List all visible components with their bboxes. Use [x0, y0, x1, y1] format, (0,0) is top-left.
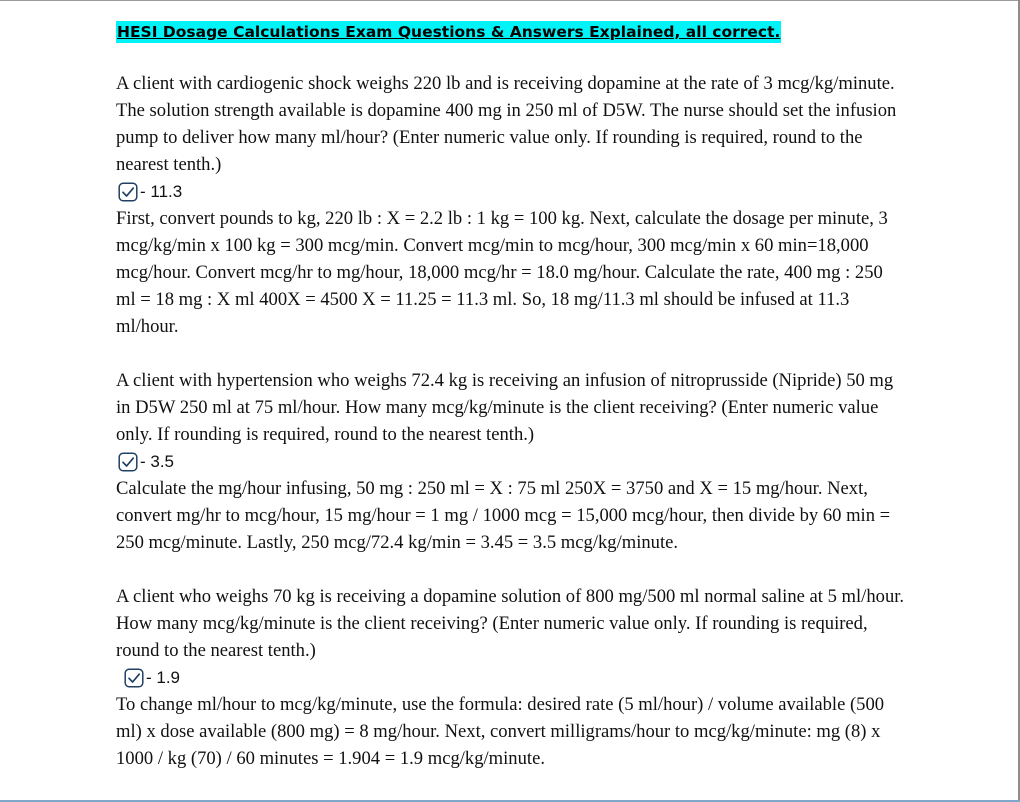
question-block-1	[116, 70, 906, 340]
checked-checkbox-icon	[118, 452, 138, 472]
question-text: A client with cardiogenic shock weighs 220 lb and is receiving dopamine at the rate of 3 mcg/kg/minute. The solution strength available is dopamine 400 mg in 250 ml of D5W. The nurse should set the infusion pump to deliver how many ml/hour? (Enter numeric value only. If rounding is required, round to the nearest tenth.)	[116, 73, 897, 175]
answer-row	[118, 448, 906, 475]
answer-value: - 11.3	[140, 182, 183, 201]
answer-row	[124, 664, 906, 691]
question-text: A client who weighs 70 kg is receiving a dopamine solution of 800 mg/500 ml normal saline at 5 ml/hour. How many mcg/kg/minute is the client receiving? (Enter numeric value only. If rounding is required, round to the nearest tenth.)	[116, 586, 905, 661]
page-top-border	[0, 0, 1020, 1]
document-title: HESI Dosage Calculations Exam Questions & Answers Explained, all correct.	[117, 23, 781, 41]
document-page	[116, 18, 906, 772]
answer-value: - 1.9	[146, 668, 181, 687]
checked-checkbox-icon	[118, 182, 138, 202]
answer-row	[118, 178, 906, 205]
explanation-text: Calculate the mg/hour infusing, 50 mg : 250 ml = X : 75 ml 250X = 3750 and X = 15 mg/hour. Next, convert mg/hr to mcg/hour, 15 mg/hour = 1 mg / 1000 mcg = 15,000 mcg/hour, then divide by 60 min = 250 mcg/minute. Lastly, 250 mcg/72.4 kg/min = 3.45 = 3.5 mcg/kg/minute.	[116, 478, 891, 553]
answer-value: - 3.5	[140, 452, 175, 471]
explanation-text: To change ml/hour to mcg/kg/minute, use the formula: desired rate (5 ml/hour) / volume available (500 ml) x dose available (800 mg) = 8 mg/hour. Next, convert milligrams/hour to mcg/kg/minute: mg (8) x 1000 / kg (70) / 60 minutes = 1.904 = 1.9 mcg/kg/minute.	[116, 694, 885, 769]
checked-checkbox-icon	[124, 668, 144, 688]
question-block-2	[116, 367, 906, 556]
question-block-3	[116, 583, 906, 772]
question-text: A client with hypertension who weighs 72.4 kg is receiving an infusion of nitroprusside (Nipride) 50 mg in D5W 250 ml at 75 ml/hour. How many mcg/kg/minute is the client receiving? (Enter numeric value only. If rounding is required, round to the nearest tenth.)	[116, 370, 894, 445]
explanation-text: First, convert pounds to kg, 220 lb : X = 2.2 lb : 1 kg = 100 kg. Next, calculate the dosage per minute, 3 mcg/kg/min x 100 kg = 300 mcg/min. Convert mcg/min to mcg/hour, 300 mcg/min x 60 min=18,000 mcg/hour. Convert mcg/hr to mg/hour, 18,000 mcg/hr = 18.0 mg/hour. Calculate the rate, 400 mg : 250 ml = 18 mg : X ml 400X = 4500 X = 11.25 = 11.3 ml. So, 18 mg/11.3 ml should be infused at 11.3 ml/hour.	[116, 208, 888, 337]
